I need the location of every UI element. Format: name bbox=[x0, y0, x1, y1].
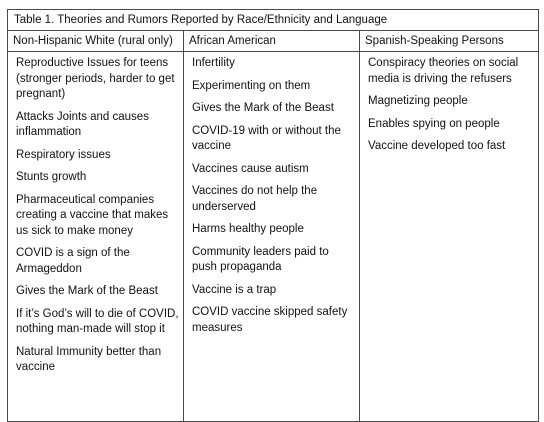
column-spanish-speaking bbox=[360, 52, 539, 422]
column-header-african-american: African American bbox=[184, 31, 360, 52]
theories-table bbox=[7, 9, 539, 422]
column-non-hispanic-white bbox=[8, 52, 184, 422]
column-header-non-hispanic-white: Non-Hispanic White (rural only) bbox=[8, 31, 184, 52]
list-item: Conspiracy theories on social media is driving the refusers bbox=[368, 57, 519, 85]
list-item: Vaccine is a trap bbox=[192, 283, 277, 296]
list-item: Respiratory issues bbox=[16, 148, 111, 161]
column-header-spanish-speaking: Spanish-Speaking Persons bbox=[360, 31, 539, 52]
body-row bbox=[8, 52, 539, 422]
list-item: Stunts growth bbox=[16, 171, 87, 183]
list-item: Attacks Joints and causes inflammation bbox=[16, 110, 149, 138]
list-item: Reproductive Issues for teens (stronger periods, harder to get pregnant) bbox=[16, 57, 175, 100]
table-caption: Table 1. Theories and Rumors Reported by Race/Ethnicity and Language bbox=[8, 10, 539, 31]
list-item: Vaccine developed too fast bbox=[368, 140, 506, 152]
list-item: Gives the Mark of the Beast bbox=[192, 102, 334, 114]
list-item: Gives the Mark of the Beast bbox=[16, 285, 158, 297]
list-item: Harms healthy people bbox=[192, 223, 304, 235]
list-item: If it’s God’s will to die of COVID, nothing man-made will stop it bbox=[16, 307, 179, 335]
list-item: Vaccines do not help the underserved bbox=[192, 185, 318, 213]
list-item: Infertility bbox=[192, 57, 235, 69]
list-item: COVID vaccine skipped safety measures bbox=[192, 306, 348, 334]
list-item: Pharmaceutical companies creating a vaccine that makes us sick to make money bbox=[16, 193, 169, 237]
list-item: Natural Immunity better than vaccine bbox=[16, 345, 162, 373]
column-african-american bbox=[184, 52, 360, 422]
list-item: Experimenting on them bbox=[192, 79, 311, 92]
list-item: COVID-19 with or without the vaccine bbox=[192, 124, 341, 152]
list-item: Vaccines cause autism bbox=[192, 162, 309, 175]
caption-row bbox=[8, 10, 539, 31]
list-item: COVID is a sign of the Armageddon bbox=[16, 247, 130, 275]
list-item: Magnetizing people bbox=[368, 95, 468, 107]
list-item: Community leaders paid to push propaganda bbox=[192, 245, 329, 273]
list-item: Enables spying on people bbox=[368, 117, 500, 130]
header-row bbox=[8, 31, 539, 52]
